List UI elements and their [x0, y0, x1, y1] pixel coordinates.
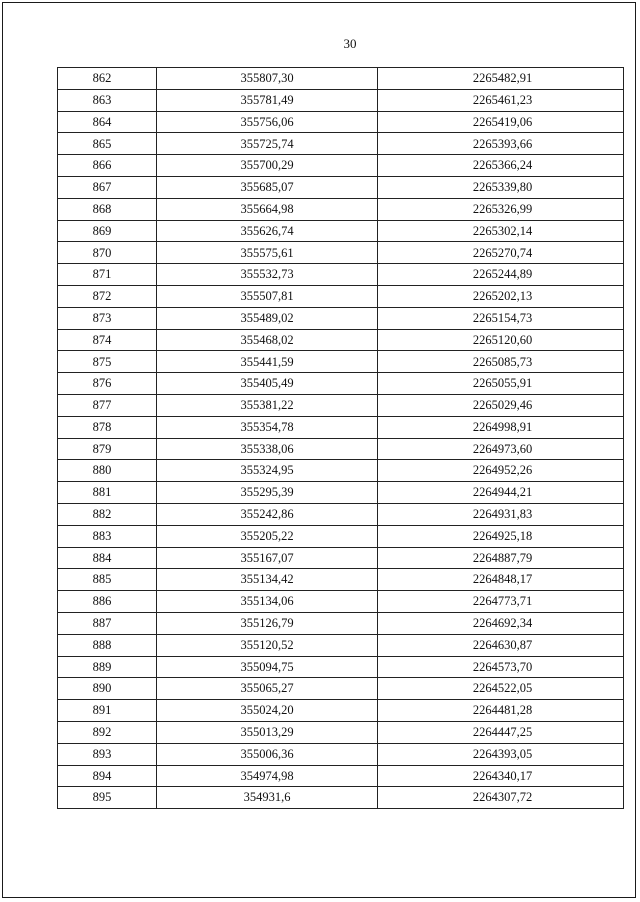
x-coordinate-cell: 354974,98 [157, 765, 378, 787]
table-row [58, 285, 624, 307]
point-number-cell: 887 [58, 612, 157, 634]
y-coordinate-cell: 2265302,14 [378, 220, 624, 242]
y-coordinate-cell: 2264952,26 [378, 460, 624, 482]
y-coordinate-cell: 2264773,71 [378, 591, 624, 613]
point-number-cell: 863 [58, 89, 157, 111]
table-row [58, 721, 624, 743]
point-number-cell: 875 [58, 351, 157, 373]
table-row [58, 329, 624, 351]
x-coordinate-cell: 354931,6 [157, 787, 378, 809]
table-row [58, 133, 624, 155]
y-coordinate-cell: 2264340,17 [378, 765, 624, 787]
point-number-cell: 881 [58, 482, 157, 504]
y-coordinate-cell: 2265202,13 [378, 285, 624, 307]
point-number-cell: 891 [58, 700, 157, 722]
table-row [58, 394, 624, 416]
point-number-cell: 862 [58, 68, 157, 90]
y-coordinate-cell: 2265085,73 [378, 351, 624, 373]
table-row [58, 351, 624, 373]
x-coordinate-cell: 355354,78 [157, 416, 378, 438]
table-row [58, 700, 624, 722]
y-coordinate-cell: 2264481,28 [378, 700, 624, 722]
y-coordinate-cell: 2264630,87 [378, 634, 624, 656]
table-row [58, 569, 624, 591]
page-number: 30 [343, 36, 357, 51]
x-coordinate-cell: 355013,29 [157, 721, 378, 743]
point-number-cell: 876 [58, 373, 157, 395]
x-coordinate-cell: 355134,42 [157, 569, 378, 591]
y-coordinate-cell: 2265154,73 [378, 307, 624, 329]
coordinates-table-body [58, 68, 624, 809]
y-coordinate-cell: 2264447,25 [378, 721, 624, 743]
x-coordinate-cell: 355575,61 [157, 242, 378, 264]
x-coordinate-cell: 355134,06 [157, 591, 378, 613]
table-row [58, 416, 624, 438]
x-coordinate-cell: 355807,30 [157, 68, 378, 90]
table-row [58, 656, 624, 678]
table-row [58, 438, 624, 460]
point-number-cell: 877 [58, 394, 157, 416]
x-coordinate-cell: 355295,39 [157, 482, 378, 504]
y-coordinate-cell: 2265393,66 [378, 133, 624, 155]
table-row [58, 68, 624, 90]
point-number-cell: 892 [58, 721, 157, 743]
x-coordinate-cell: 355725,74 [157, 133, 378, 155]
point-number-cell: 886 [58, 591, 157, 613]
x-coordinate-cell: 355441,59 [157, 351, 378, 373]
table-row [58, 743, 624, 765]
y-coordinate-cell: 2265366,24 [378, 155, 624, 177]
point-number-cell: 883 [58, 525, 157, 547]
table-row [58, 220, 624, 242]
table-row [58, 89, 624, 111]
coordinates-table [57, 67, 624, 809]
point-number-cell: 868 [58, 198, 157, 220]
point-number-cell: 867 [58, 176, 157, 198]
y-coordinate-cell: 2265055,91 [378, 373, 624, 395]
table-row [58, 307, 624, 329]
point-number-cell: 882 [58, 503, 157, 525]
x-coordinate-cell: 355626,74 [157, 220, 378, 242]
y-coordinate-cell: 2265419,06 [378, 111, 624, 133]
x-coordinate-cell: 355507,81 [157, 285, 378, 307]
y-coordinate-cell: 2265461,23 [378, 89, 624, 111]
y-coordinate-cell: 2264925,18 [378, 525, 624, 547]
x-coordinate-cell: 355205,22 [157, 525, 378, 547]
y-coordinate-cell: 2264931,83 [378, 503, 624, 525]
x-coordinate-cell: 355120,52 [157, 634, 378, 656]
point-number-cell: 885 [58, 569, 157, 591]
x-coordinate-cell: 355664,98 [157, 198, 378, 220]
table-row [58, 525, 624, 547]
x-coordinate-cell: 355532,73 [157, 264, 378, 286]
y-coordinate-cell: 2264573,70 [378, 656, 624, 678]
y-coordinate-cell: 2265029,46 [378, 394, 624, 416]
y-coordinate-cell: 2264393,05 [378, 743, 624, 765]
point-number-cell: 895 [58, 787, 157, 809]
point-number-cell: 870 [58, 242, 157, 264]
point-number-cell: 869 [58, 220, 157, 242]
x-coordinate-cell: 355024,20 [157, 700, 378, 722]
y-coordinate-cell: 2264973,60 [378, 438, 624, 460]
point-number-cell: 874 [58, 329, 157, 351]
y-coordinate-cell: 2265244,89 [378, 264, 624, 286]
table-row [58, 373, 624, 395]
y-coordinate-cell: 2265482,91 [378, 68, 624, 90]
point-number-cell: 864 [58, 111, 157, 133]
x-coordinate-cell: 355338,06 [157, 438, 378, 460]
table-row [58, 242, 624, 264]
table-row [58, 765, 624, 787]
x-coordinate-cell: 355781,49 [157, 89, 378, 111]
y-coordinate-cell: 2265270,74 [378, 242, 624, 264]
point-number-cell: 871 [58, 264, 157, 286]
point-number-cell: 888 [58, 634, 157, 656]
point-number-cell: 893 [58, 743, 157, 765]
y-coordinate-cell: 2264887,79 [378, 547, 624, 569]
y-coordinate-cell: 2264522,05 [378, 678, 624, 700]
y-coordinate-cell: 2265339,80 [378, 176, 624, 198]
point-number-cell: 889 [58, 656, 157, 678]
table-row [58, 503, 624, 525]
point-number-cell: 873 [58, 307, 157, 329]
table-row [58, 787, 624, 809]
y-coordinate-cell: 2264848,17 [378, 569, 624, 591]
point-number-cell: 880 [58, 460, 157, 482]
x-coordinate-cell: 355756,06 [157, 111, 378, 133]
point-number-cell: 878 [58, 416, 157, 438]
x-coordinate-cell: 355489,02 [157, 307, 378, 329]
table-row [58, 155, 624, 177]
table-row [58, 460, 624, 482]
table-row [58, 678, 624, 700]
x-coordinate-cell: 355685,07 [157, 176, 378, 198]
x-coordinate-cell: 355405,49 [157, 373, 378, 395]
table-row [58, 176, 624, 198]
y-coordinate-cell: 2264307,72 [378, 787, 624, 809]
point-number-cell: 894 [58, 765, 157, 787]
x-coordinate-cell: 355167,07 [157, 547, 378, 569]
y-coordinate-cell: 2265326,99 [378, 198, 624, 220]
y-coordinate-cell: 2264944,21 [378, 482, 624, 504]
table-row [58, 111, 624, 133]
x-coordinate-cell: 355700,29 [157, 155, 378, 177]
table-row [58, 198, 624, 220]
y-coordinate-cell: 2265120,60 [378, 329, 624, 351]
table-row [58, 482, 624, 504]
table-row [58, 612, 624, 634]
table-row [58, 634, 624, 656]
table-row [58, 591, 624, 613]
x-coordinate-cell: 355381,22 [157, 394, 378, 416]
point-number-cell: 865 [58, 133, 157, 155]
table-row [58, 547, 624, 569]
point-number-cell: 879 [58, 438, 157, 460]
y-coordinate-cell: 2264692,34 [378, 612, 624, 634]
point-number-cell: 866 [58, 155, 157, 177]
y-coordinate-cell: 2264998,91 [378, 416, 624, 438]
x-coordinate-cell: 355094,75 [157, 656, 378, 678]
x-coordinate-cell: 355324,95 [157, 460, 378, 482]
x-coordinate-cell: 355126,79 [157, 612, 378, 634]
x-coordinate-cell: 355242,86 [157, 503, 378, 525]
point-number-cell: 890 [58, 678, 157, 700]
point-number-cell: 884 [58, 547, 157, 569]
point-number-cell: 872 [58, 285, 157, 307]
table-row [58, 264, 624, 286]
x-coordinate-cell: 355006,36 [157, 743, 378, 765]
x-coordinate-cell: 355468,02 [157, 329, 378, 351]
x-coordinate-cell: 355065,27 [157, 678, 378, 700]
